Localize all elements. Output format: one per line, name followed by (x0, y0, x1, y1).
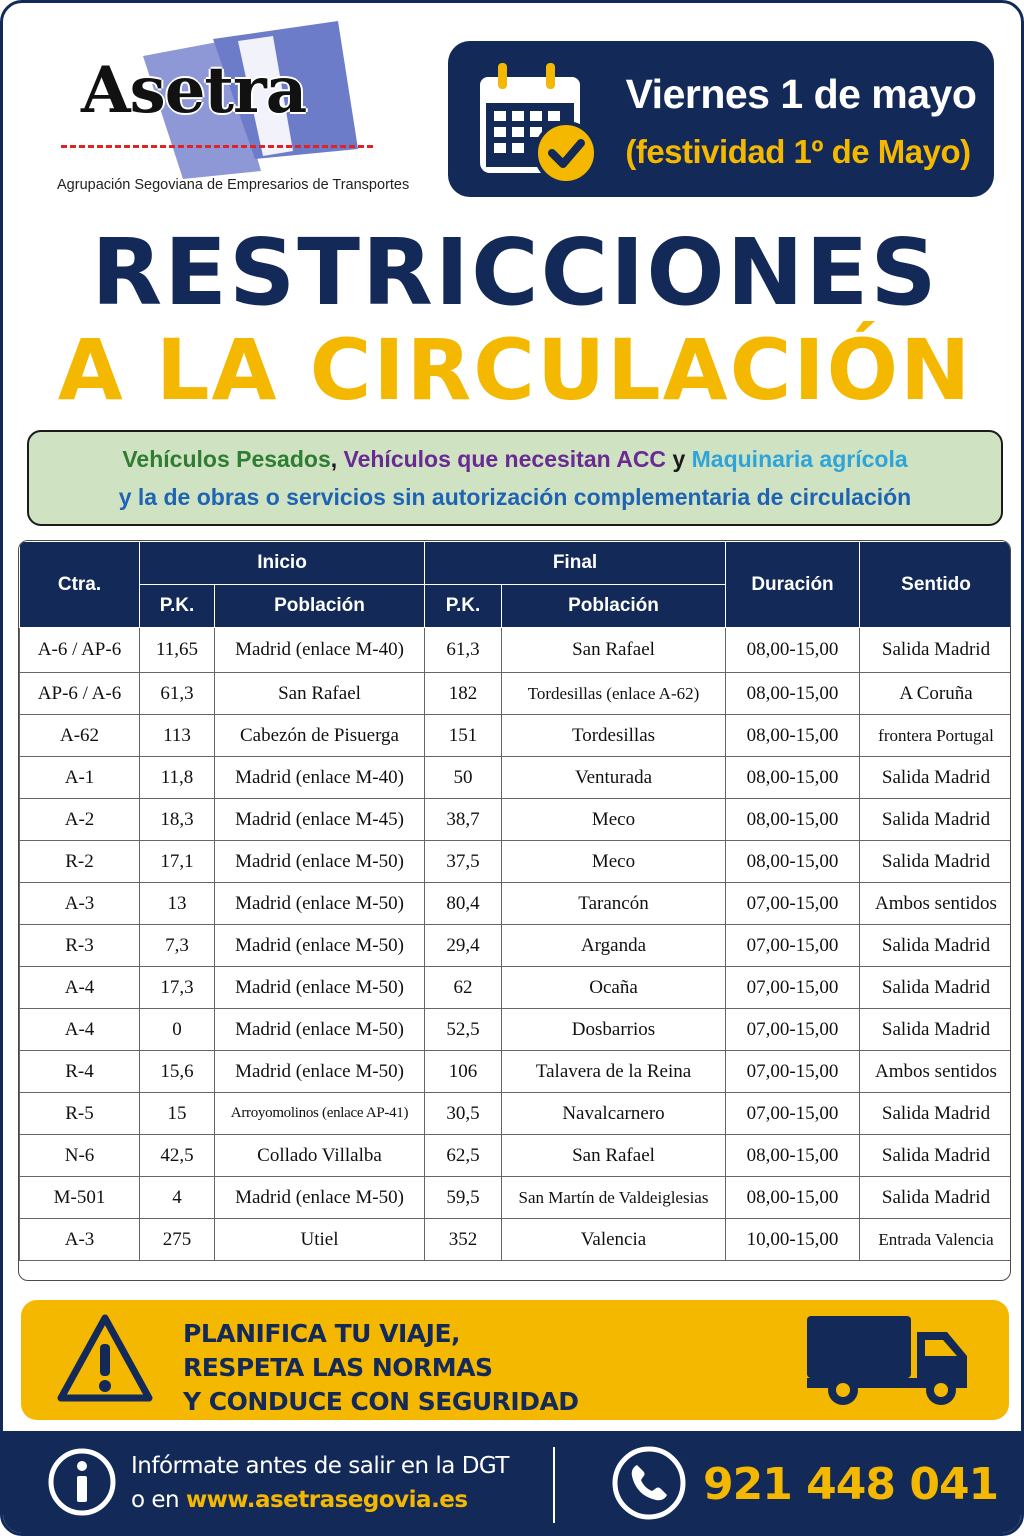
table-row (20, 1009, 1012, 1051)
info-icon (47, 1447, 117, 1517)
cell-duration: 07,00-15,00 (726, 1009, 860, 1051)
warning-triangle-icon (55, 1312, 155, 1406)
cell-direction: Salida Madrid (860, 925, 1012, 967)
vehicles-sep1: , (330, 446, 338, 472)
footer-info-text: Infórmate antes de salir en la DGT (131, 1453, 509, 1479)
cell-direction: Salida Madrid (860, 1177, 1012, 1219)
cell-pk-start: 17,3 (140, 967, 215, 1009)
logo-dashed-line (61, 145, 373, 148)
cell-end-town: Navalcarnero (502, 1093, 726, 1135)
cell-ctra: M-501 (20, 1177, 140, 1219)
cell-end-town: Valencia (502, 1219, 726, 1261)
table-row (20, 883, 1012, 925)
cell-end-town: Venturada (502, 757, 726, 799)
cell-duration: 08,00-15,00 (726, 799, 860, 841)
cell-start-town: Madrid (enlace M-50) (215, 925, 425, 967)
cell-ctra: AP-6 / A-6 (20, 673, 140, 715)
cell-ctra: A-4 (20, 967, 140, 1009)
cell-duration: 08,00-15,00 (726, 757, 860, 799)
table-row (20, 1219, 1012, 1261)
cell-start-town: San Rafael (215, 673, 425, 715)
cell-ctra: R-4 (20, 1051, 140, 1093)
safety-banner (21, 1300, 1009, 1420)
cell-duration: 08,00-15,00 (726, 673, 860, 715)
header-ctra: Ctra. (20, 542, 140, 628)
cell-duration: 07,00-15,00 (726, 967, 860, 1009)
date-title: Viernes 1 de mayo (625, 71, 977, 117)
table-row (20, 967, 1012, 1009)
vehicles-heavy: Vehículos Pesados (122, 446, 331, 472)
cell-start-town: Collado Villalba (215, 1135, 425, 1177)
logo-name: Asetra (81, 53, 307, 128)
cell-pk-end: 38,7 (425, 799, 502, 841)
cell-start-town: Madrid (enlace M-50) (215, 1177, 425, 1219)
cell-end-town: San Rafael (502, 628, 726, 673)
cell-pk-start: 113 (140, 715, 215, 757)
header-inicio-pk: P.K. (140, 585, 215, 628)
cell-end-town: San Martín de Valdeiglesias (502, 1177, 726, 1219)
cell-pk-start: 11,65 (140, 628, 215, 673)
cell-pk-end: 50 (425, 757, 502, 799)
table-row (20, 1093, 1012, 1135)
cell-end-town: San Rafael (502, 1135, 726, 1177)
cell-pk-end: 30,5 (425, 1093, 502, 1135)
cell-duration: 08,00-15,00 (726, 841, 860, 883)
cell-direction: Salida Madrid (860, 628, 1012, 673)
cell-pk-start: 275 (140, 1219, 215, 1261)
cell-direction: Ambos sentidos (860, 1051, 1012, 1093)
table-row (20, 1051, 1012, 1093)
restrictions-table (18, 540, 1011, 1281)
cell-ctra: N-6 (20, 1135, 140, 1177)
cell-pk-end: 182 (425, 673, 502, 715)
cell-ctra: A-3 (20, 883, 140, 925)
cell-direction: frontera Portugal (860, 715, 1012, 757)
cell-direction: Salida Madrid (860, 757, 1012, 799)
cell-end-town: Tarancón (502, 883, 726, 925)
cell-start-town: Madrid (enlace M-40) (215, 628, 425, 673)
vehicles-acc: Vehículos que necesitan ACC (343, 446, 667, 472)
footer-phone-number[interactable]: 921 448 041 (703, 1459, 999, 1510)
table-row (20, 799, 1012, 841)
date-box (448, 41, 994, 197)
cell-duration: 07,00-15,00 (726, 1051, 860, 1093)
cell-ctra: R-3 (20, 925, 140, 967)
cell-direction: Ambos sentidos (860, 883, 1012, 925)
date-subtitle: (festividad 1º de Mayo) (625, 133, 971, 170)
cell-direction: Salida Madrid (860, 1093, 1012, 1135)
cell-duration: 10,00-15,00 (726, 1219, 860, 1261)
cell-pk-start: 18,3 (140, 799, 215, 841)
cell-pk-end: 106 (425, 1051, 502, 1093)
cell-pk-end: 29,4 (425, 925, 502, 967)
header-final: Final (425, 542, 726, 585)
cell-ctra: A-2 (20, 799, 140, 841)
cell-end-town: Ocaña (502, 967, 726, 1009)
cell-duration: 08,00-15,00 (726, 1177, 860, 1219)
cell-start-town: Madrid (enlace M-40) (215, 757, 425, 799)
header-duracion: Duración (726, 542, 860, 628)
footer-web-prefix: o en (131, 1487, 180, 1513)
cell-pk-end: 62,5 (425, 1135, 502, 1177)
vehicles-line1 (29, 440, 1001, 478)
header-inicio-poblacion: Población (215, 585, 425, 628)
cell-start-town: Utiel (215, 1219, 425, 1261)
cell-pk-end: 151 (425, 715, 502, 757)
cell-ctra: R-2 (20, 841, 140, 883)
table-row (20, 673, 1012, 715)
cell-start-town: Madrid (enlace M-50) (215, 841, 425, 883)
cell-end-town: Meco (502, 841, 726, 883)
table-row (20, 925, 1012, 967)
main-title-line1: RESTRICCIONES (91, 219, 939, 326)
cell-direction: Salida Madrid (860, 841, 1012, 883)
asetra-logo (53, 15, 410, 205)
cell-pk-start: 7,3 (140, 925, 215, 967)
cell-direction: Salida Madrid (860, 967, 1012, 1009)
table-body (20, 628, 1012, 1261)
cell-pk-end: 37,5 (425, 841, 502, 883)
footer-web-line (131, 1487, 468, 1513)
main-title-line2: A LA CIRCULACIÓN (57, 321, 973, 419)
header-final-pk: P.K. (425, 585, 502, 628)
calendar-check-icon (474, 59, 606, 187)
table-row (20, 628, 1012, 673)
table-row (20, 715, 1012, 757)
cell-start-town: Madrid (enlace M-50) (215, 967, 425, 1009)
cell-start-town: Arroyomolinos (enlace AP-41) (215, 1093, 425, 1135)
cell-pk-end: 61,3 (425, 628, 502, 673)
cell-pk-start: 11,8 (140, 757, 215, 799)
safety-line2: RESPETA LAS NORMAS (183, 1353, 493, 1382)
cell-pk-end: 59,5 (425, 1177, 502, 1219)
cell-ctra: R-5 (20, 1093, 140, 1135)
footer-website-link[interactable]: www.asetrasegovia.es (185, 1487, 468, 1513)
header-final-poblacion: Población (502, 585, 726, 628)
cell-ctra: A-6 / AP-6 (20, 628, 140, 673)
table-row (20, 841, 1012, 883)
cell-pk-start: 15 (140, 1093, 215, 1135)
cell-pk-end: 352 (425, 1219, 502, 1261)
cell-end-town: Arganda (502, 925, 726, 967)
cell-start-town: Madrid (enlace M-50) (215, 1051, 425, 1093)
cell-direction: A Coruña (860, 673, 1012, 715)
safety-line3: Y CONDUCE CON SEGURIDAD (183, 1387, 579, 1416)
cell-direction: Salida Madrid (860, 799, 1012, 841)
cell-pk-start: 42,5 (140, 1135, 215, 1177)
cell-end-town: Talavera de la Reina (502, 1051, 726, 1093)
cell-duration: 07,00-15,00 (726, 883, 860, 925)
vehicles-box (27, 430, 1003, 526)
header-inicio: Inicio (140, 542, 425, 585)
cell-pk-start: 61,3 (140, 673, 215, 715)
cell-start-town: Cabezón de Pisuerga (215, 715, 425, 757)
vehicles-sep2: y (672, 446, 686, 472)
phone-icon (611, 1445, 687, 1521)
cell-pk-end: 52,5 (425, 1009, 502, 1051)
logo-subtitle: Agrupación Segoviana de Empresarios de Transportes (57, 177, 410, 193)
cell-direction: Salida Madrid (860, 1135, 1012, 1177)
cell-start-town: Madrid (enlace M-50) (215, 883, 425, 925)
cell-duration: 08,00-15,00 (726, 1135, 860, 1177)
cell-end-town: Tordesillas (502, 715, 726, 757)
cell-pk-start: 13 (140, 883, 215, 925)
table-row (20, 1177, 1012, 1219)
footer-divider (553, 1447, 555, 1523)
truck-icon (807, 1314, 977, 1408)
vehicles-line2: y la de obras o servicios sin autorización complementaria de circulación (118, 484, 912, 510)
cell-duration: 07,00-15,00 (726, 1093, 860, 1135)
cell-ctra: A-1 (20, 757, 140, 799)
table-row (20, 1135, 1012, 1177)
cell-start-town: Madrid (enlace M-45) (215, 799, 425, 841)
cell-pk-start: 15,6 (140, 1051, 215, 1093)
vehicles-agricultural: Maquinaria agrícola (691, 446, 908, 472)
cell-pk-start: 0 (140, 1009, 215, 1051)
header-sentido: Sentido (860, 542, 1012, 628)
cell-ctra: A-62 (20, 715, 140, 757)
cell-pk-end: 80,4 (425, 883, 502, 925)
cell-ctra: A-3 (20, 1219, 140, 1261)
cell-end-town: Meco (502, 799, 726, 841)
cell-direction: Salida Madrid (860, 1009, 1012, 1051)
safety-line1: PLANIFICA TU VIAJE, (183, 1319, 461, 1348)
cell-pk-start: 4 (140, 1177, 215, 1219)
safety-message (183, 1317, 579, 1419)
cell-pk-start: 17,1 (140, 841, 215, 883)
cell-duration: 07,00-15,00 (726, 925, 860, 967)
cell-ctra: A-4 (20, 1009, 140, 1051)
cell-duration: 08,00-15,00 (726, 715, 860, 757)
cell-duration: 08,00-15,00 (726, 628, 860, 673)
cell-direction: Entrada Valencia (860, 1219, 1012, 1261)
cell-end-town: Tordesillas (enlace A-62) (502, 673, 726, 715)
table-row (20, 757, 1012, 799)
cell-end-town: Dosbarrios (502, 1009, 726, 1051)
footer (3, 1431, 1024, 1536)
cell-pk-end: 62 (425, 967, 502, 1009)
cell-start-town: Madrid (enlace M-50) (215, 1009, 425, 1051)
